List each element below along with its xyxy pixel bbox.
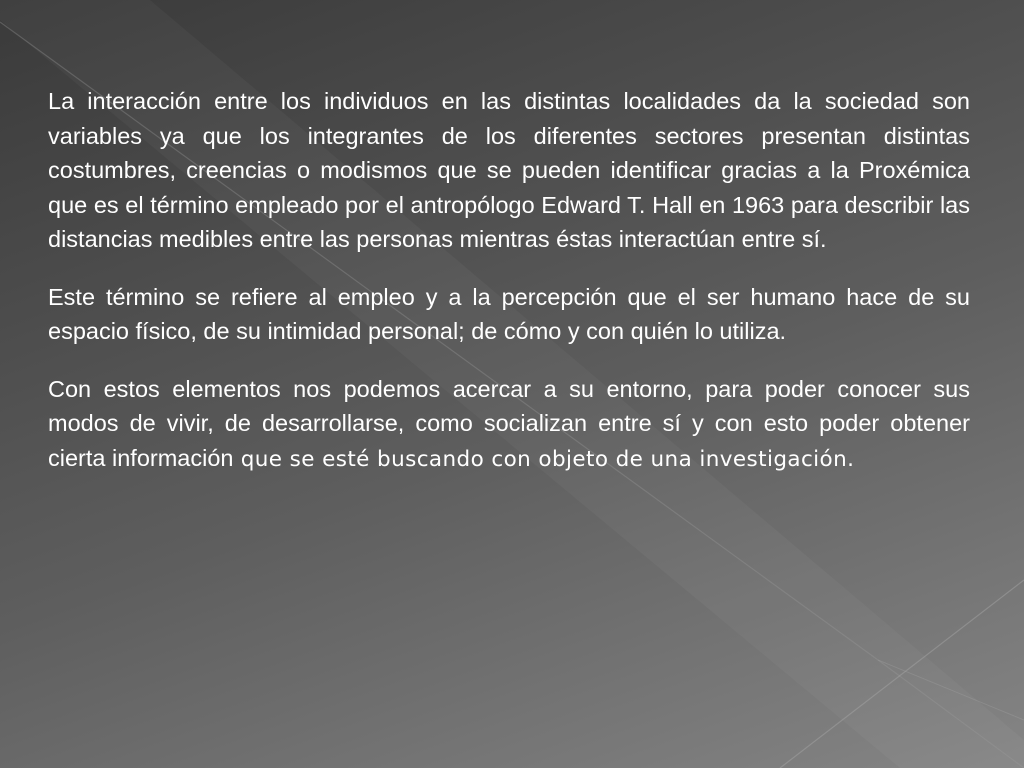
paragraph-elementos-entorno: [48, 372, 970, 478]
slide-body-text: [48, 84, 970, 500]
paragraph-elementos-entorno-end: que se esté buscando con objeto de una investigación.: [233, 446, 855, 472]
paragraph-elementos-entorno-main: Con estos elementos nos podemos acercar a su entorno, para poder conocer sus modos de vivir, de desarrollarse, como socializan entre sí y con esto poder obtener cierta información: [48, 375, 970, 471]
paragraph-termino-definicion: Este término se refiere al empleo y a la percepción que el ser humano hace de su espacio físico, de su intimidad personal; de cómo y con quién lo utiliza.: [48, 283, 970, 344]
paragraph-proxemica-intro: La interacción entre los individuos en las distintas localidades da la sociedad son variables ya que los integrantes de los diferentes sectores presentan distintas costumbres, creencias o modismos que se pueden identificar gracias a la Proxémica que es el término empleado por el antropólogo Edward T. Hall en 1963 para describir las distancias medibles entre las personas mientras éstas interactúan entre sí.: [48, 88, 970, 252]
